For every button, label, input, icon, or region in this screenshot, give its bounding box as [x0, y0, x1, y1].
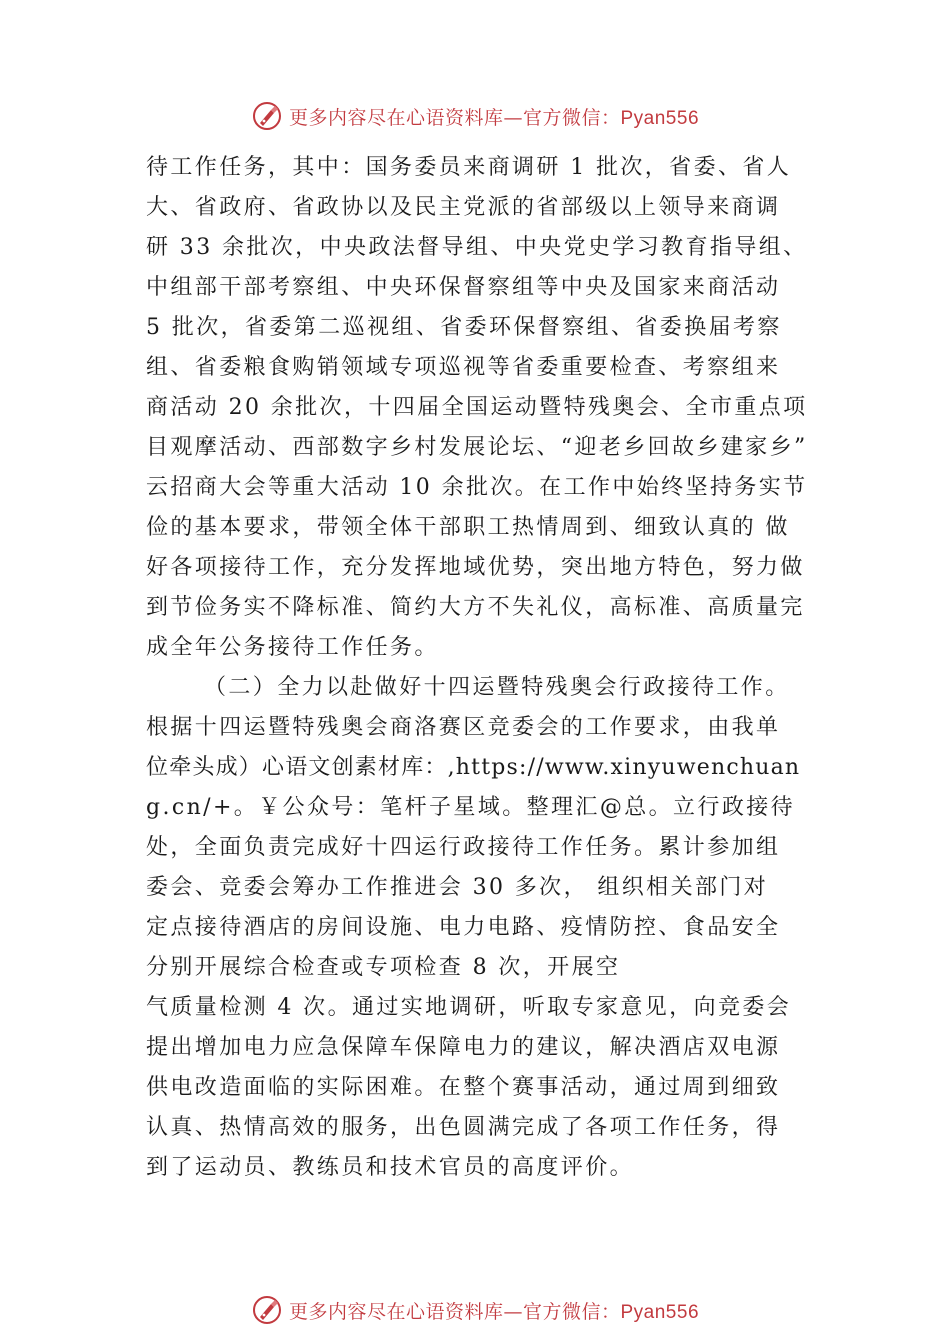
text-line: 到节俭务实不降标准、简约大方不失礼仪，高标准、高质量完 — [146, 595, 805, 620]
text-line: 委会、竞委会筹办工作推进会 30 多次， 组织相关部门对 — [146, 875, 769, 900]
footer-banner — [0, 1290, 950, 1330]
text-line: 待工作任务，其中：国务委员来商调研 1 批次，省委、省人 — [146, 155, 792, 180]
pen-nib-logo-icon — [251, 100, 283, 132]
text-line: 大、省政府、省政协以及民主党派的省部级以上领导来商调 — [146, 195, 781, 220]
text-line: g.cn/+。￥公众号：笔杆子星域。整理汇@总。立行政接待 — [146, 795, 796, 820]
text-line: 商活动 20 余批次，十四届全国运动暨特残奥会、全市重点项 — [146, 395, 808, 420]
section-heading: （二）全力以赴做好十四运暨特残奥会行政接待工作。 — [204, 675, 790, 700]
text-line: 中组部干部考察组、中央环保督察组等中央及国家来商活动 — [146, 275, 781, 300]
pen-nib-logo-icon — [251, 1294, 283, 1326]
text-line: 位牵头成）心语文创素材库：,https://www.xinyuwenchuan — [146, 755, 801, 780]
header-banner — [0, 96, 950, 136]
text-line: 目观摩活动、西部数字乡村发展论坛、“迎老乡回故乡建家乡” — [146, 435, 808, 460]
text-line: 分别开展综合检查或专项检查 8 次，开展空 — [146, 955, 621, 980]
text-line: 研 33 余批次，中央政法督导组、中央党史学习教育指导组、 — [146, 235, 808, 260]
footer-wechat-id: Pyan556 — [620, 1301, 700, 1323]
header-wechat-id: Pyan556 — [620, 107, 700, 129]
footer-text: 更多内容尽在心语资料库—官方微信：Pyan556 — [288, 1300, 700, 1323]
document-body — [146, 148, 836, 1188]
text-line: 根据十四运暨特残奥会商洛赛区竞委会的工作要求，由我单 — [146, 715, 781, 740]
text-line: 气质量检测 4 次。通过实地调研，听取专家意见，向竞委会 — [146, 995, 792, 1020]
text-line: 成全年公务接待工作任务。 — [146, 635, 439, 660]
text-line: 俭的基本要求，带领全体干部职工热情周到、细致认真的 做 — [146, 515, 790, 540]
text-line: 到了运动员、教练员和技术官员的高度评价。 — [146, 1155, 635, 1180]
text-line: 5 批次，省委第二巡视组、省委环保督察组、省委换届考察 — [146, 315, 782, 340]
header-text: 更多内容尽在心语资料库—官方微信：Pyan556 — [288, 106, 700, 129]
text-line: 提出增加电力应急保障车保障电力的建议，解决酒店双电源 — [146, 1035, 781, 1060]
text-line: 供电改造面临的实际困难。在整个赛事活动，通过周到细致 — [146, 1075, 781, 1100]
text-line: 云招商大会等重大活动 10 余批次。在工作中始终坚持务实节 — [146, 475, 808, 500]
text-line: 处，全面负责完成好十四运行政接待工作任务。累计参加组 — [146, 835, 781, 860]
text-line: 好各项接待工作，充分发挥地域优势，突出地方特色，努力做 — [146, 555, 805, 580]
text-line: 认真、热情高效的服务，出色圆满完成了各项工作任务，得 — [146, 1115, 781, 1140]
text-line: 组、省委粮食购销领域专项巡视等省委重要检查、考察组来 — [146, 355, 781, 380]
text-line: 定点接待酒店的房间设施、电力电路、疫情防控、食品安全 — [146, 915, 781, 940]
